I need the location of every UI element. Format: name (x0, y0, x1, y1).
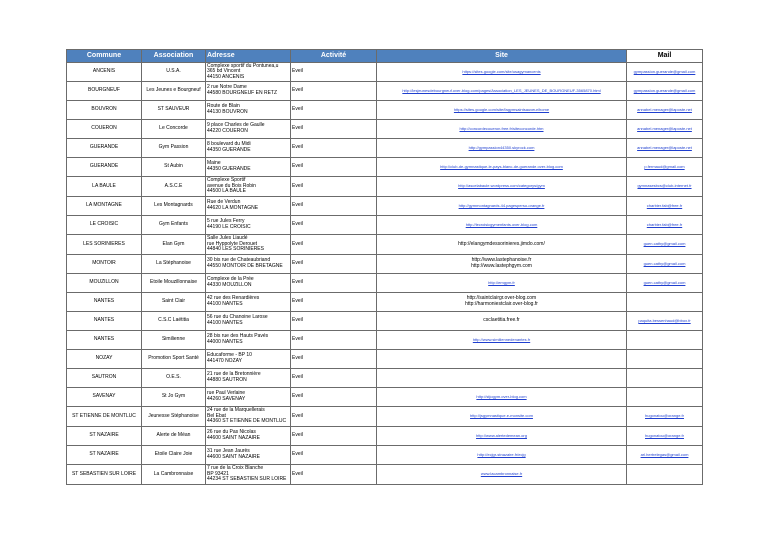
cell-site (377, 427, 627, 446)
cell-mail (627, 350, 703, 369)
cell-site (377, 407, 627, 427)
adresse-line: 44580 BOURGNEUF EN RETZ (207, 90, 278, 96)
cell-association: Etoile Mouzillonnaise (142, 274, 206, 293)
cell-site (377, 369, 627, 388)
adresse-line: 31 rue Jean Jaurès (207, 448, 250, 455)
adresse-line: 44360 ST ETIENNE DE MONTLUC (207, 418, 287, 425)
mail-link[interactable]: annabel.menager@laposte.net (637, 144, 692, 150)
site-line (378, 145, 625, 152)
cell-adresse (206, 369, 291, 388)
cell-activite: Eveil (291, 388, 377, 407)
site-text: http://saintclairgr.over-blog.com (466, 295, 537, 302)
table-row (67, 331, 703, 350)
site-link[interactable]: http://jsgymnastique.e-monsite.com (470, 413, 533, 419)
site-link[interactable]: http://ecjgr-stnazaire.fr/ecjg (477, 451, 526, 457)
cell-adresse (206, 63, 291, 82)
adresse-line: 44600 SAINT NAZAIRE (207, 454, 260, 460)
cell-association: C.S.C Laëtitia (142, 312, 206, 331)
cell-association: La Cambronnaise (142, 465, 206, 485)
cell-adresse (206, 101, 291, 120)
cell-mail (627, 235, 703, 255)
cell-adresse (206, 82, 291, 101)
adresse-line: avenue du Bois Robin (207, 182, 256, 189)
cell-activite: Eveil (291, 235, 377, 255)
header-association: Association (142, 50, 206, 63)
site-line (378, 318, 625, 324)
cell-site (377, 350, 627, 369)
cell-association: Les Jeunes e Bourgneuf (142, 82, 206, 101)
cell-adresse (206, 274, 291, 293)
adresse-line: 30 bis rue de Chateaubriand (207, 257, 271, 264)
cell-mail (627, 407, 703, 427)
cell-activite: Eveil (291, 331, 377, 350)
cell-activite: Eveil (291, 293, 377, 312)
adresse-line: 44880 SAUTRON (207, 377, 247, 383)
mail-link[interactable]: guen.cathy@gmail.com (643, 241, 686, 247)
mail-link[interactable]: guen.cathy@gmail.com (643, 260, 686, 266)
cell-site (377, 255, 627, 274)
cell-commune: ST NAZAIRE (67, 446, 142, 465)
adresse-line: 44620 LA MONTAGNE (207, 205, 259, 211)
cell-adresse (206, 427, 291, 446)
site-line (378, 280, 625, 287)
mail-link[interactable]: annabel.menager@laposte.net (637, 106, 692, 112)
adresse-line: 28 bis rue des Hauts Pavés (207, 333, 269, 340)
table-row (67, 235, 703, 255)
table-row (67, 101, 703, 120)
cell-site (377, 139, 627, 158)
cell-mail (627, 388, 703, 407)
site-link[interactable]: http://gymmontagnards.44.pagesperso-orange.fr (458, 202, 545, 208)
cell-site (377, 293, 627, 312)
cell-commune: BOURGNEUF (67, 82, 142, 101)
site-link[interactable]: http://lesjeunesdebourgneuf.over-blog.com/pages/Association_LES_JEUNES_DE_BOURGNEUF-3565870.html (402, 87, 601, 93)
cell-activite: Eveil (291, 120, 377, 139)
cell-activite: Eveil (291, 139, 377, 158)
table-row (67, 465, 703, 485)
cell-site (377, 197, 627, 216)
cell-mail (627, 312, 703, 331)
cell-adresse (206, 177, 291, 197)
adresse-line: Complexe sportif du Pontunea,u (207, 62, 279, 69)
cell-commune: ST NAZAIRE (67, 427, 142, 446)
site-line (378, 183, 625, 190)
table-row (67, 407, 703, 427)
cell-adresse (206, 255, 291, 274)
cell-commune: COUERON (67, 120, 142, 139)
adresse-line: 44260 SAVENAY (207, 396, 246, 402)
cell-commune: GUERANDE (67, 158, 142, 177)
site-link[interactable]: http://lecroisicgymenfants.over-blog.com (465, 221, 538, 227)
adresse-line: 44330 MOUZILLON (207, 282, 252, 288)
adresse-line: Complexe Sportif (207, 177, 246, 184)
cell-adresse (206, 331, 291, 350)
header-commune: Commune (67, 50, 142, 63)
cell-site (377, 312, 627, 331)
adresse-line: rue Hyppolyte Derouet (207, 240, 258, 247)
cell-association: ST SAUVEUR (142, 101, 206, 120)
cell-adresse (206, 293, 291, 312)
adresse-line: 7 rue de la Croix Blanche (207, 465, 264, 472)
header-row (67, 50, 703, 63)
adresse-line: BP 93421 (207, 470, 229, 477)
table-row (67, 274, 703, 293)
cell-mail (627, 101, 703, 120)
cell-commune: ANCENIS (67, 63, 142, 82)
cell-mail (627, 446, 703, 465)
cell-association: Alerte de Méan (142, 427, 206, 446)
adresse-line: 44130 BOUVRON (207, 109, 248, 115)
table-row (67, 427, 703, 446)
cell-activite: Eveil (291, 177, 377, 197)
cell-commune: MONTOIR (67, 255, 142, 274)
cell-association: Les Montagnards (142, 197, 206, 216)
cell-adresse (206, 446, 291, 465)
cell-site (377, 158, 627, 177)
cell-commune: BOUVRON (67, 101, 142, 120)
table-body (67, 63, 703, 485)
cell-site (377, 82, 627, 101)
header-site: Site (377, 50, 627, 63)
adresse-line: 2 rue Notre Dame (207, 84, 247, 91)
adresse-line: Complexe de la Prée (207, 276, 254, 283)
table-row (67, 120, 703, 139)
table-row (67, 177, 703, 197)
adresse-line: 8 boulevard du Midi (207, 141, 251, 148)
cell-commune: GUERANDE (67, 139, 142, 158)
cell-commune: MOUZILLON (67, 274, 142, 293)
cell-mail (627, 197, 703, 216)
cell-mail (627, 63, 703, 82)
cell-association: Etoile Claire Joie (142, 446, 206, 465)
adresse-line: 44600 SAINT NAZAIRE (207, 435, 260, 441)
table-row (67, 216, 703, 235)
cell-site (377, 274, 627, 293)
cell-adresse (206, 235, 291, 255)
cell-activite: Eveil (291, 216, 377, 235)
associations-table (66, 49, 703, 485)
table-row (67, 82, 703, 101)
site-link[interactable]: https://sites.google.com/site/fagymsaintsauveur/home (453, 106, 550, 112)
adresse-line: Salle Jules Liaudé (207, 235, 248, 242)
site-line (378, 394, 625, 401)
site-link[interactable]: www.lacambronnaise.fr (480, 471, 523, 477)
table-row (67, 369, 703, 388)
cell-site (377, 465, 627, 485)
cell-activite: Eveil (291, 101, 377, 120)
cell-activite: Eveil (291, 427, 377, 446)
cell-activite: Eveil (291, 446, 377, 465)
cell-site (377, 63, 627, 82)
cell-mail (627, 82, 703, 101)
cell-adresse (206, 407, 291, 427)
cell-activite: Eveil (291, 312, 377, 331)
adresse-line: 26 rue du Pas Nicolas (207, 429, 256, 436)
cell-mail (627, 274, 703, 293)
cell-association: Promotion Sport Santé (142, 350, 206, 369)
cell-commune: NANTES (67, 312, 142, 331)
mail-link[interactable]: guen.cathy@gmail.com (643, 279, 686, 285)
site-line (378, 107, 625, 114)
site-line (378, 242, 625, 248)
cell-adresse (206, 120, 291, 139)
site-line (378, 264, 625, 270)
cell-activite: Eveil (291, 197, 377, 216)
document-page (66, 49, 703, 485)
adresse-line: 9 place Charles de Gaulle (207, 122, 265, 129)
cell-site (377, 101, 627, 120)
adresse-line: 44100 NANTES (207, 320, 243, 326)
mail-link[interactable]: gymnasesbcs@club-internet.fr (637, 183, 692, 189)
site-link[interactable]: http://ascelabaule.wordpress.com/categorys/gym (458, 183, 545, 189)
table-row (67, 158, 703, 177)
cell-activite: Eveil (291, 350, 377, 369)
cell-site (377, 120, 627, 139)
cell-association: Le Concorde (142, 120, 206, 139)
adresse-line: Bel Ebat (207, 412, 226, 419)
site-text: http://harmoniestclair.over-blog.fr (465, 301, 538, 307)
mail-link[interactable]: hugonatou@orange.fr (645, 432, 684, 438)
adresse-line: 21 rue de la Bretonnière (207, 371, 261, 378)
adresse-line: 44190 LE CROISIC (207, 224, 251, 230)
site-text: http://elangymdessorinieres.jimdo.com/ (458, 240, 545, 247)
site-link[interactable]: http://stjogym.over-blog.com (476, 393, 527, 399)
table-row (67, 446, 703, 465)
cell-adresse (206, 465, 291, 485)
cell-site (377, 177, 627, 197)
cell-adresse (206, 216, 291, 235)
cell-activite: Eveil (291, 369, 377, 388)
table-row (67, 139, 703, 158)
cell-activite: Eveil (291, 255, 377, 274)
site-link[interactable]: http://www.alertedemean.org (476, 432, 527, 438)
cell-association: St Aubin (142, 158, 206, 177)
cell-association: O.E.S. (142, 369, 206, 388)
cell-commune: LE CROISIC (67, 216, 142, 235)
cell-commune: ST SEBASTIEN SUR LOIRE (67, 465, 142, 485)
cell-commune: LES SORINIERES (67, 235, 142, 255)
cell-site (377, 235, 627, 255)
cell-association: Gym Passion (142, 139, 206, 158)
cell-commune: SAUTRON (67, 369, 142, 388)
site-text: csclaetitia.free.fr (483, 317, 520, 324)
header-mail: Mail (627, 50, 703, 63)
cell-association: Jeunesse Stéphanoise (142, 407, 206, 427)
table-row (67, 197, 703, 216)
header-adresse: Adresse (206, 50, 291, 63)
cell-activite: Eveil (291, 63, 377, 82)
cell-site (377, 446, 627, 465)
adresse-line: Route de Blain (207, 103, 240, 110)
cell-activite: Eveil (291, 158, 377, 177)
adresse-line: 44100 NANTES (207, 301, 243, 307)
adresse-line: 44000 NANTES (207, 339, 243, 345)
site-link[interactable]: https://sites.google.com/site/usagymancenis (462, 68, 541, 74)
site-line (378, 302, 625, 308)
cell-mail (627, 465, 703, 485)
cell-mail (627, 293, 703, 312)
mail-link[interactable]: charbier.fab@free.fr (646, 221, 683, 227)
site-line (378, 222, 625, 229)
adresse-line: Rue de Verdun (207, 199, 241, 206)
cell-activite: Eveil (291, 82, 377, 101)
mail-link[interactable]: charbier.fab@free.fr (646, 202, 683, 208)
cell-mail (627, 120, 703, 139)
site-link[interactable]: http://club-de-gymnastique-le-pays-blanc-de-guerande.over-blog.com (440, 163, 563, 169)
cell-association: Saint Clair (142, 293, 206, 312)
cell-commune: NANTES (67, 293, 142, 312)
cell-adresse (206, 197, 291, 216)
site-line (378, 471, 625, 478)
site-line (378, 69, 625, 76)
adresse-line: 44500 LA BAULE (207, 188, 246, 195)
cell-mail (627, 216, 703, 235)
mail-link[interactable]: hugonatou@orange.fr (645, 413, 684, 419)
mail-link[interactable]: arl.hertrelegas@gmail.com (640, 451, 689, 457)
cell-site (377, 331, 627, 350)
cell-mail (627, 139, 703, 158)
cell-commune: LA BAULE (67, 177, 142, 197)
adresse-line: 24 rue de la Marquellerais (207, 407, 265, 414)
adresse-line: 42 rue des Renardières (207, 295, 260, 302)
mail-link[interactable]: annabel.menager@laposte.net (637, 125, 692, 131)
site-link[interactable]: http://www.similiennedenantes.fr (472, 336, 531, 342)
mail-link[interactable]: gympassion.guerande@gmail.com (633, 87, 696, 93)
cell-adresse (206, 350, 291, 369)
adresse-line: 44350 GUERANDE (207, 147, 251, 153)
table-row (67, 293, 703, 312)
cell-association: St Jo Gym (142, 388, 206, 407)
site-line (378, 164, 625, 171)
site-line (378, 203, 625, 210)
header-activite: Activité (291, 50, 377, 63)
cell-site (377, 216, 627, 235)
cell-adresse (206, 312, 291, 331)
adresse-line: 5 rue Jules Ferry (207, 218, 245, 225)
site-link[interactable]: http://concordecoueron.free.fr/siteconcorde.htm (459, 125, 544, 131)
cell-activite: Eveil (291, 274, 377, 293)
cell-mail (627, 369, 703, 388)
adresse-line: Maine (207, 160, 221, 167)
cell-activite: Eveil (291, 465, 377, 485)
site-text: http://www.lastephgym.com (471, 263, 532, 269)
adresse-line: 365 bd Vincent (207, 68, 241, 75)
site-line (378, 433, 625, 440)
cell-association: A.S.C.E (142, 177, 206, 197)
cell-site (377, 388, 627, 407)
site-link[interactable]: http://gympassion44350.skyrock.com (468, 144, 535, 150)
site-line (378, 88, 625, 95)
mail-link[interactable]: gympassion.guerande@gmail.com (633, 68, 696, 74)
cell-activite: Eveil (291, 407, 377, 427)
site-text: http://www.lastephanoise.fr (471, 257, 532, 264)
site-line (378, 452, 625, 459)
cell-mail (627, 427, 703, 446)
table-row (67, 388, 703, 407)
mail-link[interactable]: paquita.bessenhaud@bbox.fr (638, 317, 691, 323)
adresse-line: Educaforme - BP 10 (207, 352, 252, 359)
cell-association: Elan Gym (142, 235, 206, 255)
cell-commune: NANTES (67, 331, 142, 350)
adresse-line: rue Paul Verlaine (207, 390, 246, 397)
adresse-line: 44840 LES SORINIERES (207, 246, 264, 253)
adresse-line: 44350 GUERANDE (207, 166, 251, 172)
cell-association: La Stéphanoise (142, 255, 206, 274)
cell-commune: ST ETIENNE DE MONTLUC (67, 407, 142, 427)
adresse-line: 44234 ST SEBASTIEN SUR LOIRE (207, 476, 287, 483)
adresse-line: 44220 COUERON (207, 128, 248, 134)
cell-commune: SAVENAY (67, 388, 142, 407)
cell-mail (627, 158, 703, 177)
cell-adresse (206, 139, 291, 158)
cell-mail (627, 331, 703, 350)
cell-association: Gym Enfants (142, 216, 206, 235)
adresse-line: 56 rue du Chanoine Larose (207, 314, 268, 321)
table-row (67, 312, 703, 331)
site-line (378, 413, 625, 420)
cell-mail (627, 177, 703, 197)
mail-link[interactable]: p.fermaud@gmail.com (644, 163, 685, 169)
table-row (67, 63, 703, 82)
table-row (67, 350, 703, 369)
table-row (67, 255, 703, 274)
cell-mail (627, 255, 703, 274)
adresse-line: 44550 MONTOIR DE BRETAGNE (207, 263, 283, 269)
cell-commune: NOZAY (67, 350, 142, 369)
cell-association: Similienne (142, 331, 206, 350)
cell-adresse (206, 158, 291, 177)
cell-association: U.S.A. (142, 63, 206, 82)
adresse-line: 441470 NOZAY (207, 358, 242, 364)
site-line (378, 126, 625, 133)
site-link[interactable]: http://emgym.fr (488, 279, 515, 285)
cell-adresse (206, 388, 291, 407)
site-line (378, 337, 625, 344)
adresse-line: 44150 ANCENIS (207, 73, 245, 80)
cell-commune: LA MONTAGNE (67, 197, 142, 216)
